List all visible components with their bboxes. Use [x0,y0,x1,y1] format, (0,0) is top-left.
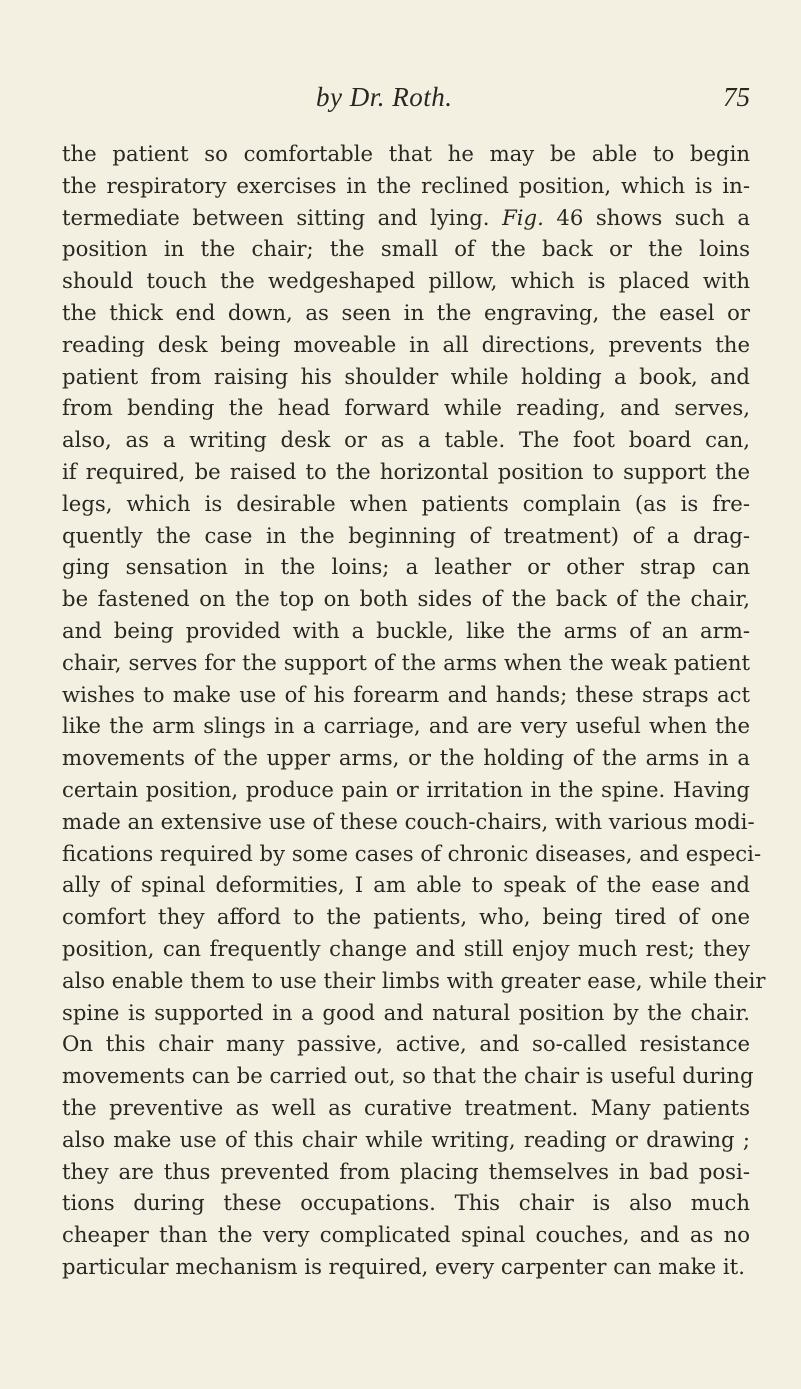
figure-reference: Fig. [502,204,544,230]
text-line: the preventive as well as curative treatment. Many patients [62,1094,750,1120]
text-line: ally of spinal deformities, I am able to speak of the ease and [62,872,750,898]
text-line: from bending the head forward while reading, and serves, [62,395,750,421]
page-header [62,82,750,118]
text-line: also, as a writing desk or as a table. The foot board can, [62,427,750,453]
text-line: fications required by some cases of chronic diseases, and especi- [62,840,762,866]
text-line-with-figure-reference [62,202,750,234]
text-line: position, can frequently change and still enjoy much rest; they [62,935,750,961]
text-line: movements of the upper arms, or the holding of the arms in a [62,745,750,771]
text-line: certain position, produce pain or irritation in the spine. Having [62,776,750,802]
text-line: tions during these occupations. This chair is also much [62,1190,750,1216]
text-line: the patient so comfortable that he may be able to begin [62,141,750,166]
text-fragment: termediate between sitting and lying. [62,204,503,230]
text-line: they are thus prevented from placing themselves in bad posi- [62,1158,750,1184]
text-line: made an extensive use of these couch-chairs, with various modi- [62,808,755,834]
text-line: and being provided with a buckle, like the arms of an arm- [62,617,750,643]
text-line: position in the chair; the small of the back or the loins [62,236,750,262]
text-line-final: particular mechanism is required, every carpenter can make it. [62,1253,745,1279]
text-line: the thick end down, as seen in the engraving, the easel or [62,299,750,325]
text-line: wishes to make use of his forearm and hands; these straps act [62,681,750,707]
page-number: 75 [723,82,750,112]
text-line: like the arm slings in a carriage, and are very useful when the [62,713,750,739]
text-line: comfort they afford to the patients, who, being tired of one [62,904,750,930]
text-line: chair, serves for the support of the arms when the weak patient [62,649,750,675]
text-line: also enable them to use their limbs with greater ease, while their [62,967,766,993]
text-line: the respiratory exercises in the reclined position, which is in- [62,172,750,198]
text-line: movements can be carried out, so that the chair is useful during [62,1063,754,1089]
text-line: be fastened on the top on both sides of the back of the chair, [62,586,750,612]
text-line: patient from raising his shoulder while holding a book, and [62,363,750,389]
text-line: On this chair many passive, active, and so-called resistance [62,1031,750,1057]
text-fragment: 46 shows such a [543,204,750,230]
text-line: should touch the wedgeshaped pillow, which is placed with [62,268,750,294]
text-line: if required, be raised to the horizontal position to support the [62,458,750,484]
text-line: ging sensation in the loins; a leather or other strap can [62,554,750,580]
text-line: quently the case in the beginning of treatment) of a drag- [62,522,750,548]
text-line: spine is supported in a good and natural position by the chair. [62,999,750,1025]
text-line: cheaper than the very complicated spinal couches, and as no [62,1222,750,1248]
text-line: reading desk being moveable in all directions, prevents the [62,331,750,357]
text-line: also make use of this chair while writing, reading or drawing ; [62,1126,750,1152]
running-title: by Dr. Roth. [316,82,453,112]
body-paragraph [62,138,766,1283]
text-line: legs, which is desirable when patients complain (as is fre- [62,490,750,516]
